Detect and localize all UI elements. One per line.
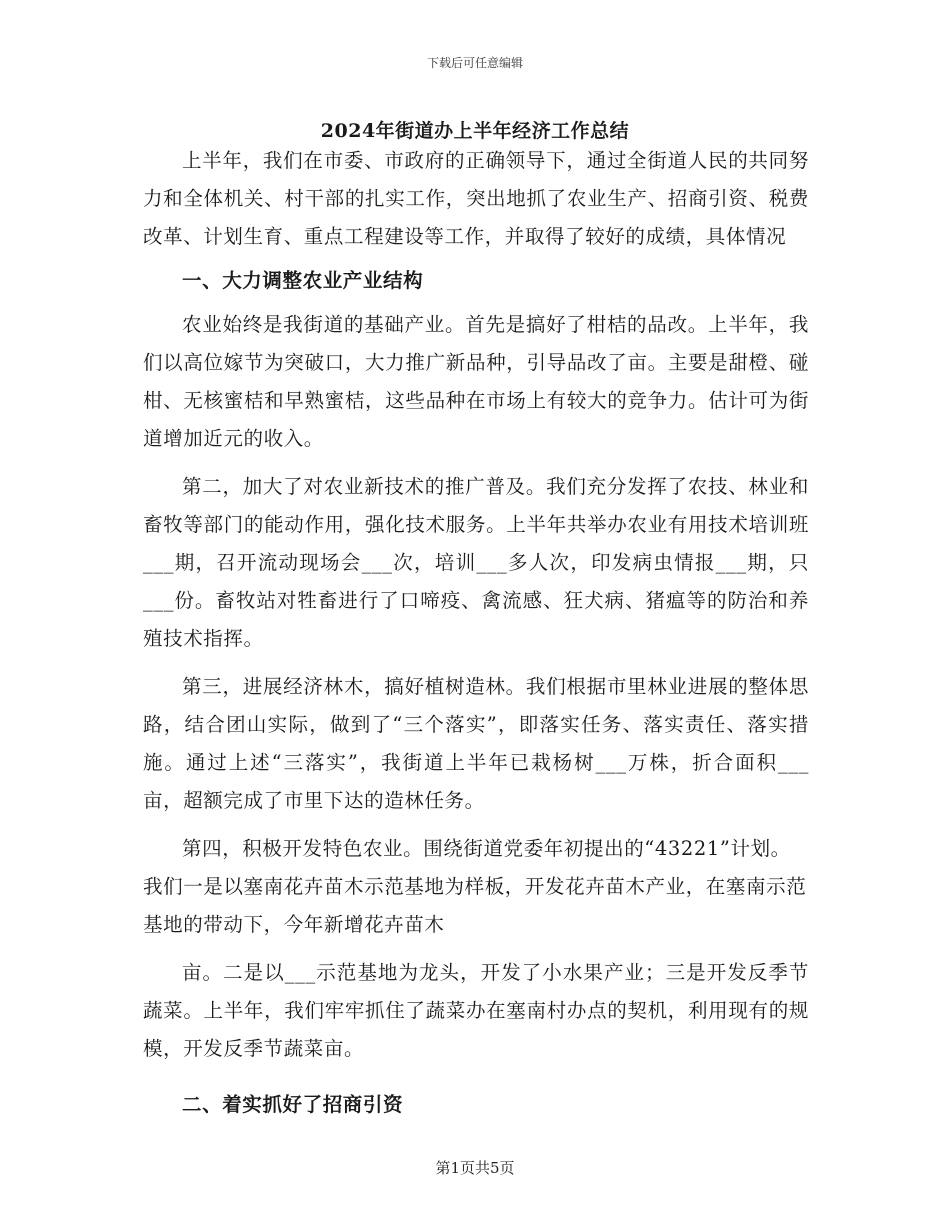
paragraph-specialty-agriculture: 第四，积极开发特色农业。围绕街道党委年初提出的“43221”计划。我们一是以塞南花卉苗木示范基地为样板，开发花卉苗木产业，在塞南示范基地的带动下，今年新增花卉苗木 (143, 837, 807, 936)
paragraph-technology: 第二，加大了对农业新技术的推广普及。我们充分发挥了农技、林业和畜牧等部门的能动作用，强化技术服务。上半年共举办农业有用技术培训班___期，召开流动现场会___次，培训___多人次，印发病虫情报___期，只___份。畜牧站对牲畜进行了口啼疫、禽流感、狂犬病、猪瘟等的防治和养殖技术指挥。 (143, 475, 809, 650)
page-indicator: 第1页共5页 (435, 1159, 515, 1177)
document-body (143, 142, 809, 1124)
paragraph-forestry: 第三，进展经济林木，搞好植树造林。我们根据市里林业进展的整体思路，结合团山实际，做到了“三个落实”，即落实任务、落实责任、落实措施。通过上述“三落实”，我街道上半年已栽杨树___万株，折合面积___亩，超额完成了市里下达的造林任务。 (143, 675, 809, 812)
paragraph-citrus: 农业始终是我街道的基础产业。首先是搞好了柑桔的品改。上半年，我们以高位嫁节为突破口，大力推广新品种，引导品改了亩。主要是甜橙、碰柑、无核蜜桔和早熟蜜桔，这些品种在市场上有较大的竞争力。估计可为街道增加近元的收入。 (143, 313, 809, 450)
page-header-note: 下载后可任意编辑 (426, 56, 523, 70)
paragraph-fruit-vegetables: 亩。二是以___示范基地为龙头，开发了小水果产业；三是开发反季节蔬菜。上半年，我们牢牢抓住了蔬菜办在塞南村办点的契机，利用现有的规模，开发反季节蔬菜亩。 (143, 961, 809, 1060)
intro-paragraph: 上半年，我们在市委、市政府的正确领导下，通过全街道人民的共同努力和全体机关、村干部的扎实工作，突出地抓了农业生产、招商引资、税费改革、计划生育、重点工程建设等工作，并取得了较好的成绩，具体情况 (143, 149, 809, 248)
section-heading-investment: 二、着实抓好了招商引资 (182, 1093, 404, 1116)
document-title: 2024年街道办上半年经济工作总结 (320, 120, 630, 142)
section-heading-agriculture: 一、大力调整农业产业结构 (182, 269, 424, 292)
